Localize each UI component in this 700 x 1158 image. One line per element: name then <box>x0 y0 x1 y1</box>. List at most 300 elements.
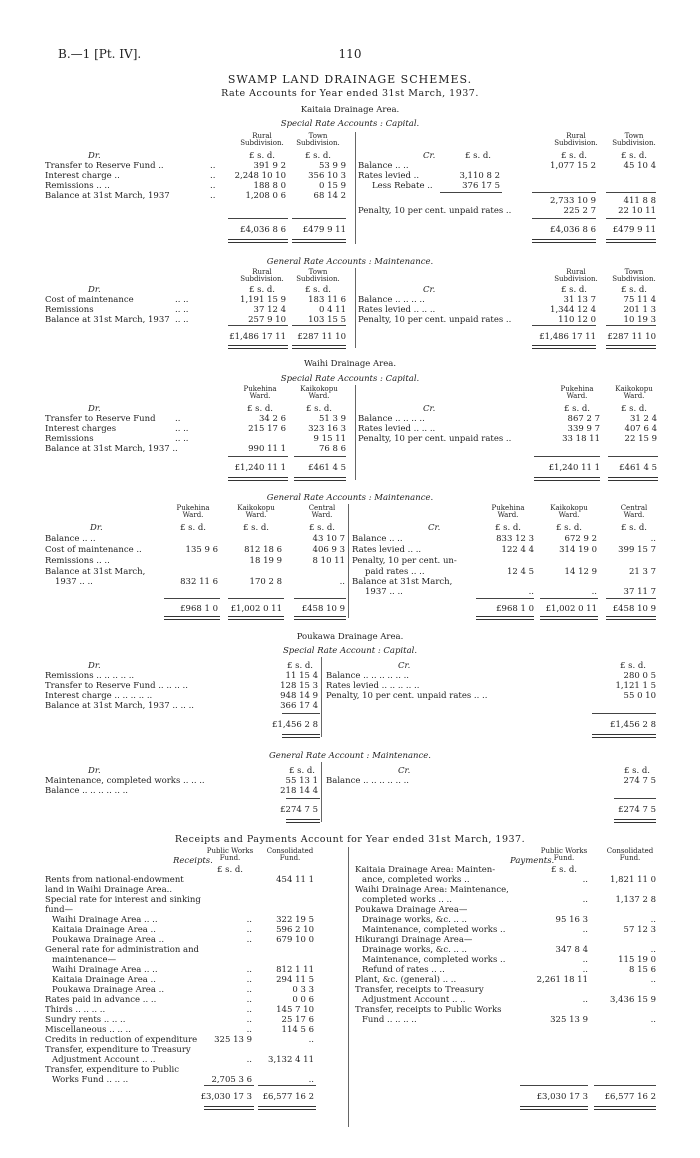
total: £274 7 5 <box>280 805 318 815</box>
subtotal-rule <box>532 192 596 193</box>
total-rule <box>164 598 220 599</box>
total-kaikokopu: £461 4 5 <box>308 463 346 473</box>
row-label: General rate for administration and <box>45 945 199 955</box>
total-rule <box>228 325 288 326</box>
dr-label: Dr. <box>88 404 101 414</box>
row-label: completed works .. .. <box>362 895 452 905</box>
col-head-town: Town Subdivision. <box>612 132 656 148</box>
total-rule <box>614 798 656 799</box>
waihi-capital-title: Special Rate Accounts : Capital. <box>280 374 420 384</box>
value-consolidated: 596 2 10 <box>276 925 314 935</box>
value-rural: 1,191 15 9 <box>240 295 286 305</box>
value-consolidated: .. <box>650 975 656 985</box>
lsd-header: £ s. d. <box>555 523 583 533</box>
row-label: Balance .. .. .. .. .. .. <box>45 786 128 796</box>
col-head-public-works: Public Works Fund. <box>540 847 588 863</box>
row-label: ance, completed works .. <box>362 875 470 885</box>
col-head-pukehina: Pukehina Ward. <box>491 504 525 520</box>
value-central: 8 10 11 <box>312 556 345 566</box>
value-rural: 391 9 2 <box>253 161 286 171</box>
row-label: Miscellaneous .. .. .. <box>45 1025 131 1035</box>
total-double-rule <box>534 477 600 481</box>
value-public-works: .. <box>246 995 252 1005</box>
cr-label: Cr. <box>423 151 436 161</box>
value-rural: 37 12 4 <box>253 305 286 315</box>
lsd-header: £ s. d. <box>560 151 588 161</box>
total-double-rule <box>294 477 346 481</box>
total-rule <box>520 1085 588 1086</box>
total-rule <box>228 218 288 219</box>
row-label: Poukawa Drainage Area— <box>355 905 468 915</box>
value-consolidated: .. <box>650 945 656 955</box>
value-public-works: 325 13 9 <box>214 1035 252 1045</box>
total-rule <box>282 713 320 714</box>
row-label: Transfer, expenditure to Treasury <box>45 1045 191 1055</box>
value-public-works: .. <box>246 975 252 985</box>
value-rural: 110 12 0 <box>558 315 596 325</box>
col-head-rural: Rural Subdivision. <box>240 268 284 284</box>
value-public-works: 2,705 3 6 <box>211 1075 252 1085</box>
value-public-works: .. <box>246 935 252 945</box>
value-consolidated: 25 17 6 <box>281 1015 314 1025</box>
total-rule <box>532 218 596 219</box>
value-public-works: .. <box>246 1055 252 1065</box>
value-pukehina: 867 2 7 <box>567 414 600 424</box>
lsd-header: £ s. d. <box>248 285 276 295</box>
lsd-header: £ s. d. <box>620 523 648 533</box>
total-rule <box>294 598 346 599</box>
col-head-town: Town Subdivision. <box>296 132 340 148</box>
dr-label: Dr. <box>88 151 101 161</box>
row-label: Adjustment Account .. .. <box>52 1055 156 1065</box>
lsd-header: £ s. d. <box>246 404 274 414</box>
total-town: £479 9 11 <box>302 225 346 235</box>
value-rural: 188 8 0 <box>253 181 286 191</box>
lsd-header: £ s. d. <box>304 151 332 161</box>
col-head-rural: Rural Subdivision. <box>554 268 598 284</box>
value: 11 15 4 <box>285 671 318 681</box>
row-label: Balance at 31st March, 1937 <box>45 191 170 201</box>
lsd-header: £ s. d. <box>286 661 314 671</box>
value-rural: 225 2 7 <box>563 206 596 216</box>
row-label: Balance at 31st March, <box>45 567 146 577</box>
lsd-header: £ s. d. <box>620 404 648 414</box>
total-rule <box>292 325 346 326</box>
total-double-rule <box>608 477 658 481</box>
row-label: Penalty, 10 per cent. unpaid rates .. <box>358 206 512 216</box>
total-town: £287 11 10 <box>297 332 346 342</box>
total-rule <box>476 598 534 599</box>
total-double-rule <box>594 1106 656 1110</box>
total-town: £287 11 10 <box>607 332 656 342</box>
row-label: Remissions .. .. <box>45 556 110 566</box>
value: 1,121 1 5 <box>615 681 656 691</box>
value-consolidated: 114 5 6 <box>281 1025 314 1035</box>
col-head-rural: Rural Subdivision. <box>240 132 284 148</box>
kaitaia-maintenance-title: General Rate Accounts : Maintenance. <box>266 257 434 267</box>
value-town: 103 15 5 <box>308 315 346 325</box>
value-public-works: .. <box>246 1005 252 1015</box>
row-label: Balance .. .. .. .. .. .. <box>326 776 409 786</box>
lsd-header: £ s. d. <box>619 661 647 671</box>
total-double-rule <box>592 734 656 738</box>
value-town: 183 11 6 <box>308 295 346 305</box>
row-label: 1937 .. .. <box>55 577 93 587</box>
value: 366 17 4 <box>280 701 318 711</box>
total-rule <box>606 325 656 326</box>
value-pukehina: 215 17 6 <box>248 424 286 434</box>
total-rule <box>228 598 284 599</box>
total-double-rule <box>606 239 656 243</box>
row-label: Rates levied .. .. .. <box>358 424 436 434</box>
col-head-pukehina: Pukehina Ward. <box>176 504 210 520</box>
value-consolidated: .. <box>650 1015 656 1025</box>
value: 948 14 9 <box>280 691 318 701</box>
value-consolidated: 454 11 1 <box>276 875 314 885</box>
value-kaikokopu: .. <box>591 587 597 597</box>
col-head-kaikokopu: Kaikokopu Ward. <box>237 504 275 520</box>
total-double-rule <box>606 345 656 349</box>
value-pukehina: 833 12 3 <box>496 534 534 544</box>
total-pukehina: £968 1 0 <box>496 604 534 614</box>
value-kaikokopu: 51 3 9 <box>318 414 346 424</box>
row-label: Balance at 31st March, 1937 .. <box>45 444 178 454</box>
value-central: 399 15 7 <box>618 545 656 555</box>
row-label: Remissions <box>45 305 94 315</box>
row-label: Balance .. .. .. .. <box>358 295 425 305</box>
row-label: Interest charge .. .. .. .. .. <box>45 691 153 701</box>
lsd-header: £ s. d. <box>560 285 588 295</box>
lsd-header: £ s. d. <box>308 523 336 533</box>
total-kaikokopu: £1,002 0 11 <box>230 604 282 614</box>
row-label: Drainage works, &c. .. .. <box>362 945 467 955</box>
value-pukehina: 12 4 5 <box>506 567 534 577</box>
value: 128 15 3 <box>280 681 318 691</box>
total-rule <box>204 1085 254 1086</box>
total-central: £458 10 9 <box>301 604 345 614</box>
row-label: Waihi Drainage Area: Maintenance, <box>355 885 509 895</box>
value-pukehina: 339 9 7 <box>567 424 600 434</box>
row-label: Thirds .. .. .. .. <box>45 1005 106 1015</box>
total-kaikokopu: £461 4 5 <box>619 463 657 473</box>
value-consolidated: 57 12 3 <box>623 925 656 935</box>
lsd-header: £ s. d. <box>464 151 492 161</box>
value-town: 68 14 2 <box>313 191 346 201</box>
row-label: Rates levied .. <box>358 171 420 181</box>
value-rural: 31 13 7 <box>563 295 596 305</box>
value-consolidated: 1,137 2 8 <box>615 895 656 905</box>
value: 218 14 4 <box>280 786 318 796</box>
value-public-works: .. <box>582 895 588 905</box>
value-public-works: .. <box>582 925 588 935</box>
row-label: Kaitaia Drainage Area: Mainten- <box>355 865 496 875</box>
value-consolidated: 8 15 6 <box>628 965 656 975</box>
total-pukehina: £968 1 0 <box>180 604 218 614</box>
total-double-rule <box>228 345 288 349</box>
value-mid: 376 17 5 <box>462 181 500 191</box>
value-pukehina: 122 4 4 <box>501 545 534 555</box>
row-label: Balance .. .. .. .. .. .. <box>326 671 409 681</box>
receipts-title: Receipts and Payments Account for Year ended 31st March, 1937. <box>174 834 526 845</box>
row-label: Refund of rates .. .. <box>362 965 445 975</box>
row-label: Balance at 31st March, 1937 .. .. .. <box>45 701 194 711</box>
value-kaikokopu: 31 2 4 <box>629 414 657 424</box>
value-kaikokopu: 323 16 3 <box>308 424 346 434</box>
row-label: Maintenance, completed works .. <box>362 925 506 935</box>
row-label: Balance .. .. <box>45 534 96 544</box>
dr-label: Dr. <box>88 285 101 295</box>
lsd-header: £ s. d. <box>620 285 648 295</box>
value-town: 356 10 3 <box>308 171 346 181</box>
cr-label: Cr. <box>428 523 441 533</box>
total-public-works: £3,030 17 3 <box>536 1092 588 1102</box>
row-label: Sundry rents .. .. .. <box>45 1015 126 1025</box>
col-head-central: Central Ward. <box>620 504 648 520</box>
total-double-rule <box>292 239 346 243</box>
total: £1,456 2 8 <box>272 720 318 730</box>
document-title: SWAMP LAND DRAINAGE SCHEMES. <box>227 73 473 86</box>
total-double-rule <box>286 819 320 823</box>
lsd-header: £ s. d. <box>242 523 270 533</box>
total-double-rule <box>532 239 596 243</box>
value-public-works: .. <box>246 915 252 925</box>
row-label: Transfer, receipts to Treasury <box>355 985 484 995</box>
total-double-rule <box>204 1106 254 1110</box>
total-double-rule <box>476 616 534 620</box>
row-label: Poukawa Drainage Area .. <box>52 935 165 945</box>
value-public-works: .. <box>246 985 252 995</box>
value-pukehina: 33 18 11 <box>562 434 600 444</box>
value-public-works: 95 16 3 <box>555 915 588 925</box>
row-label: Less Rebate .. <box>372 181 433 191</box>
row-label: Hikurangi Drainage Area— <box>355 935 473 945</box>
row-label: Balance at 31st March, 1937 <box>45 315 170 325</box>
total: £274 7 5 <box>618 805 656 815</box>
row-label: Poukawa Drainage Area .. <box>52 985 165 995</box>
col-head-kaikokopu: Kaikokopu Ward. <box>550 504 588 520</box>
row-label: Rates levied .. .. .. <box>358 305 436 315</box>
value-kaikokopu: 9 15 11 <box>313 434 346 444</box>
value-town: 0 4 11 <box>318 305 346 315</box>
value-town: 10 19 3 <box>623 315 656 325</box>
value: 55 13 1 <box>285 776 318 786</box>
dr-label: Dr. <box>90 523 103 533</box>
cr-label: Cr. <box>398 661 411 671</box>
waihi-heading: Waihi Drainage Area. <box>303 359 397 369</box>
row-label: Kaitaia Drainage Area .. <box>52 975 156 985</box>
total-rule <box>292 218 346 219</box>
row-label: Kaitaia Drainage Area .. <box>52 925 156 935</box>
value-public-works: 325 13 9 <box>550 1015 588 1025</box>
col-head-pukehina: Pukehina Ward. <box>243 385 277 401</box>
cr-label: Cr. <box>398 766 411 776</box>
value-kaikokopu: 22 15 9 <box>624 434 657 444</box>
poukawa-heading: Poukawa Drainage Area. <box>296 632 404 642</box>
total-central: £458 10 9 <box>612 604 656 614</box>
total-rural: £4,036 8 6 <box>240 225 286 235</box>
value-central: 21 3 7 <box>628 567 656 577</box>
row-leader: .. <box>210 171 216 181</box>
value-kaikokopu: 407 6 4 <box>624 424 657 434</box>
lsd-header: £ s. d. <box>550 865 578 875</box>
total-rule <box>228 456 288 457</box>
waihi-capital-divider <box>355 385 356 480</box>
row-label: fund— <box>45 905 74 915</box>
row-label: land in Waihi Drainage Area.. <box>45 885 173 895</box>
row-label: Remissions <box>45 434 94 444</box>
row-label: 1937 .. .. <box>365 587 403 597</box>
row-label: Transfer to Reserve Fund .. .. .. .. <box>45 681 188 691</box>
value-kaikokopu: 812 18 6 <box>244 545 282 555</box>
total-rural: £4,036 8 6 <box>550 225 596 235</box>
kaitaia-capital-divider <box>355 132 356 244</box>
row-label: Cost of maintenance .. <box>45 545 142 555</box>
lsd-header: £ s. d. <box>304 285 332 295</box>
lsd-header: £ s. d. <box>305 404 333 414</box>
value-kaikokopu: 18 19 9 <box>249 556 282 566</box>
value: 274 7 5 <box>623 776 656 786</box>
subtotal-rule <box>606 192 656 193</box>
row-label: Credits in reduction of expenditure <box>45 1035 198 1045</box>
row-label: Rates paid in advance .. .. <box>45 995 157 1005</box>
value-consolidated: 3,436 15 9 <box>610 995 656 1005</box>
value-town: 0 15 9 <box>318 181 346 191</box>
total-double-rule <box>258 1106 316 1110</box>
value-town: 201 1 3 <box>623 305 656 315</box>
total-double-rule <box>540 616 598 620</box>
value-central: 37 11 7 <box>623 587 656 597</box>
total-consolidated: £6,577 16 2 <box>262 1092 314 1102</box>
kaitaia-maintenance-divider <box>355 268 356 348</box>
lsd-header: £ s. d. <box>494 523 522 533</box>
row-label: Interest charge .. <box>45 171 120 181</box>
value-consolidated: 115 19 0 <box>618 955 656 965</box>
value-central: .. <box>339 577 345 587</box>
total-double-rule <box>292 345 346 349</box>
total-rule <box>540 598 598 599</box>
total-rule <box>608 456 658 457</box>
value-public-works: .. <box>582 995 588 1005</box>
total-rural: £1,486 17 11 <box>539 332 596 342</box>
value-town: 75 11 4 <box>623 295 656 305</box>
total-rule <box>594 1085 656 1086</box>
value-town: 411 8 8 <box>623 196 656 206</box>
value-pukehina: 832 11 6 <box>180 577 218 587</box>
total-rule <box>534 456 600 457</box>
lsd-header: £ s. d. <box>620 151 648 161</box>
cr-label: Cr. <box>423 404 436 414</box>
total-double-rule <box>606 616 656 620</box>
value-town: 53 9 9 <box>318 161 346 171</box>
row-label: Penalty, 10 per cent. unpaid rates .. <box>358 315 512 325</box>
total-kaikokopu: £1,002 0 11 <box>545 604 597 614</box>
row-label: Transfer, expenditure to Public <box>45 1065 180 1075</box>
value-rural: 2,733 10 9 <box>550 196 596 206</box>
lsd-header: £ s. d. <box>563 404 591 414</box>
total-double-rule <box>532 345 596 349</box>
row-label: Balance .. .. <box>352 534 403 544</box>
value-consolidated: 679 10 0 <box>276 935 314 945</box>
total-double-rule <box>520 1106 588 1110</box>
value-rural: 257 9 10 <box>248 315 286 325</box>
total-rule <box>286 798 320 799</box>
col-head-rural: Rural Subdivision. <box>554 132 598 148</box>
value-pukehina: .. <box>528 587 534 597</box>
kaitaia-capital-title: Special Rate Accounts : Capital. <box>280 119 420 129</box>
row-leader: .. <box>210 161 216 171</box>
value-consolidated: .. <box>308 1075 314 1085</box>
row-label: Penalty, 10 per cent. unpaid rates .. <box>358 434 512 444</box>
row-label: Transfer to Reserve Fund <box>45 414 156 424</box>
poukawa-maintenance-divider <box>321 762 322 822</box>
value-consolidated: .. <box>308 1035 314 1045</box>
col-head-pukehina: Pukehina Ward. <box>560 385 594 401</box>
value-pukehina: 34 2 6 <box>258 414 286 424</box>
total-double-rule <box>228 477 288 481</box>
col-head-kaikokopu: Kaikokopu Ward. <box>300 385 338 401</box>
total-double-rule <box>164 616 220 620</box>
value-public-works: .. <box>246 1025 252 1035</box>
row-label: Works Fund .. .. .. <box>52 1075 129 1085</box>
row-label: maintenance— <box>52 955 117 965</box>
row-leader: .. <box>210 191 216 201</box>
value-consolidated: 3,132 4 11 <box>268 1055 314 1065</box>
value-pukehina: 135 9 6 <box>185 545 218 555</box>
value-consolidated: 812 1 11 <box>276 965 314 975</box>
col-head-town: Town Subdivision. <box>296 268 340 284</box>
row-leader: .. .. <box>175 424 189 434</box>
value-kaikokopu: 672 9 2 <box>564 534 597 544</box>
value-mid: 3,110 8 2 <box>459 171 500 181</box>
lsd-header: £ s. d. <box>288 766 316 776</box>
total-double-rule <box>228 239 288 243</box>
payments-label: Payments. <box>510 856 555 866</box>
row-label: Maintenance, completed works .. .. .. <box>45 776 205 786</box>
value-central: 43 10 7 <box>312 534 345 544</box>
value-kaikokopu: 314 19 0 <box>559 545 597 555</box>
row-label: Fund .. .. .. .. <box>362 1015 417 1025</box>
lsd-header: £ s. d. <box>179 523 207 533</box>
col-head-consolidated: Consolidated Fund. <box>606 847 654 863</box>
total-double-rule <box>614 819 656 823</box>
value-central: 406 9 3 <box>312 545 345 555</box>
row-label: paid rates .. .. <box>365 567 425 577</box>
row-label: Balance .. .. .. .. <box>358 414 425 424</box>
row-leader: .. .. <box>175 295 189 305</box>
value: 280 0 5 <box>623 671 656 681</box>
col-head-central: Central Ward. <box>308 504 336 520</box>
total-rule <box>294 456 346 457</box>
total-rule <box>606 598 656 599</box>
row-label: Penalty, 10 per cent. unpaid rates .. .. <box>326 691 488 701</box>
value-consolidated: 1,821 11 0 <box>610 875 656 885</box>
value-pukehina: 990 11 1 <box>248 444 286 454</box>
total-rule <box>258 1085 316 1086</box>
value-public-works: .. <box>582 955 588 965</box>
value-public-works: .. <box>246 925 252 935</box>
col-head-consolidated: Consolidated Fund. <box>266 847 314 863</box>
total-pukehina: £1,240 11 1 <box>548 463 600 473</box>
row-leader: .. <box>175 414 181 424</box>
value-public-works: .. <box>246 965 252 975</box>
total-public-works: £3,030 17 3 <box>200 1092 252 1102</box>
value-rural: 1,077 15 2 <box>550 161 596 171</box>
document-subtitle: Rate Accounts for Year ended 31st March, 1937. <box>221 88 479 99</box>
row-label: Rates levied .. .. <box>352 545 422 555</box>
receipts-divider <box>348 847 349 1127</box>
waihi-maintenance-title: General Rate Accounts : Maintenance. <box>266 493 434 503</box>
dr-label: Dr. <box>88 661 101 671</box>
